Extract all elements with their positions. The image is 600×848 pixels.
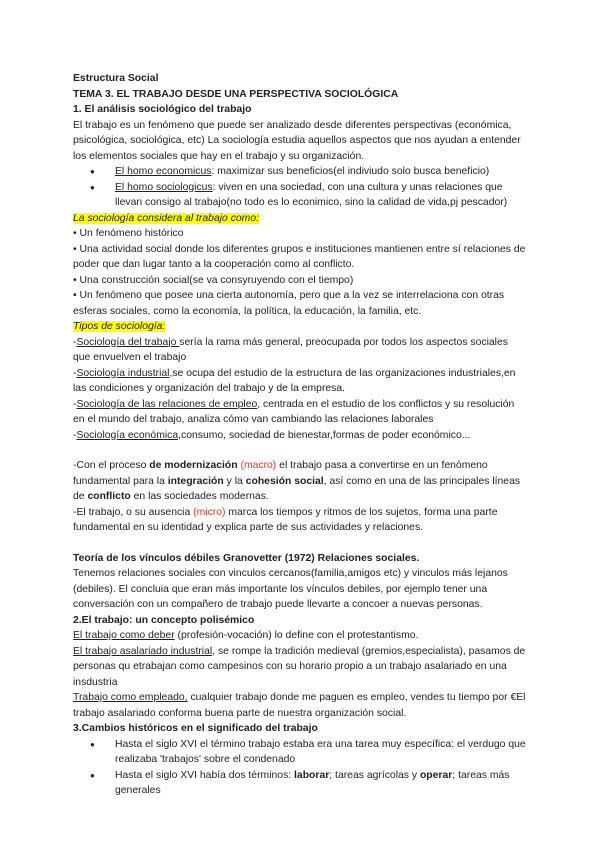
polisemico-item: El trabajo como deber (profesión-vocación) lo define con el protestantismo. <box>73 630 419 641</box>
homo-economicus-text: : maximizar sus beneficios(el indiviudo solo busca beneficio) <box>211 166 490 177</box>
considera-line <box>73 211 528 227</box>
section1-heading: 1. El análisis sociológico del trabajo <box>73 104 252 115</box>
homo-list <box>73 164 528 211</box>
considera-highlight: La sociología considera al trabajo como: <box>73 212 259 224</box>
list-item <box>73 180 528 211</box>
polisemico-item: El trabajo asalariado industrial, se rompe la tradición medieval (gremios,especialista), pasamos de personas qu etrabajan como campesinos con su horario propio a un trabajo asalariado en una insdustria <box>73 645 526 688</box>
modernizacion-paragraph: -Con el proceso de modernización (macro) el trabajo pasa a convertirse en un fenómeno fundamental para la integración y la cohesión social, así como en una de las principales líneas de conflicto en las sociedades modernas. <box>73 460 521 502</box>
tipos-heading: Tipos de sociología: <box>73 321 166 332</box>
historia-list <box>73 737 528 799</box>
granovetter-body: Tenemos relaciones sociales con vinculos cercanos(familia,amigos etc) y vinculos más lejanos (debiles). El concluia que eran más importante los vínculos debiles, por ejemplo tener una conversación con un compañero de trabajo puede llevarte a concoer a nuevas personas. <box>73 568 508 610</box>
section1-intro: El trabajo es un fenómeno que puede ser analizado desde diferentes perspectivas (económica, psicológica, sociológica, etc) La sociología estudia aquellos aspectos que nos ayudan a entender los elementos sociales que hay en el trabajo y su organización. <box>73 119 521 162</box>
polisemico-item: Trabajo como empleado, cualquier trabajo donde me paguen es empleo, vendes tu tiempo por €El trabajo asalariado conforma buena parte de nuestra organización social. <box>73 692 526 719</box>
tipo-item: -Sociología del trabajo sería la rama más general, preocupada por todos los aspectos sociales que envuelven el trabajo <box>73 336 508 363</box>
document-page <box>73 71 528 799</box>
tema-heading: TEMA 3. EL TRABAJO DESDE UNA PERSPECTIVA SOCIOLÓGICA <box>73 88 399 100</box>
document-title: Estructura Social <box>73 73 159 84</box>
tipo-item: -Sociología económica,consumo, sociedad de bienestar,formas de poder económico... <box>73 429 471 441</box>
spacer <box>73 443 528 458</box>
tipo-item: -Sociología industrial,se ocupa del estudio de la estructura de las organizaciones industriales,en las condiciones y organización del trabajo y de la empresa. <box>73 367 516 394</box>
tipo-item: -Sociología de las relaciones de empleo, centrada en el estudio de los conflictos y su resolución en el mundo del trabajo, analiza cómo van cambiando las relaciones laborales <box>73 398 515 425</box>
considera-item: • Una construcción social(se va consyruyendo con el tiempo) <box>73 274 354 286</box>
considera-item: • Un fenómeno histórico <box>73 228 184 239</box>
homo-economicus-term: El homo economicus <box>115 166 212 177</box>
list-item <box>73 164 528 180</box>
granovetter-heading: Teoría de los vínculos débiles Granovetter (1972) Relaciones sociales. <box>73 552 420 564</box>
list-item: ● Hasta el siglo XVI el término trabajo estaba era una tarea muy específica: el verdugo que realizaba 'trabajos' sobre el condenado <box>73 737 528 768</box>
considera-item: • Una actividad social donde los diferentes grupos e instituciones mantienen entre sí relaciones de poder que dan lugar tanto a la cooperación como al conflicto. <box>73 243 526 270</box>
spacer <box>73 536 528 551</box>
homo-sociologicus-text: : viven en una sociedad, con una cultura y unas relaciones que llevan consigo al trabajo(no todo es lo econimico, sino la calidad de vida,pj pescador) <box>115 181 508 208</box>
considera-item: • Un fenómeno que posee una cierta autonomía, pero que a la vez se interrelaciona con otras esferas sociales, como la economía, la política, la educación, la familia, etc. <box>73 290 505 317</box>
micro-paragraph: -El trabajo, o su ausencia (micro) marca los tiempos y ritmos de los sujetos, forma una parte fundamental en su identidad y explica parte de sus actividades y relaciones. <box>73 506 498 533</box>
section3-heading: 3.Cambios históricos en el significado del trabajo <box>73 723 318 734</box>
list-item: ● Hasta el siglo XVI había dos términos: laborar; tareas agrícolas y operar; tareas más generales <box>73 768 528 799</box>
section2-heading: 2.El trabajo: un concepto polisémico <box>73 614 255 626</box>
homo-sociologicus-term: El homo sociologicus <box>115 181 213 193</box>
